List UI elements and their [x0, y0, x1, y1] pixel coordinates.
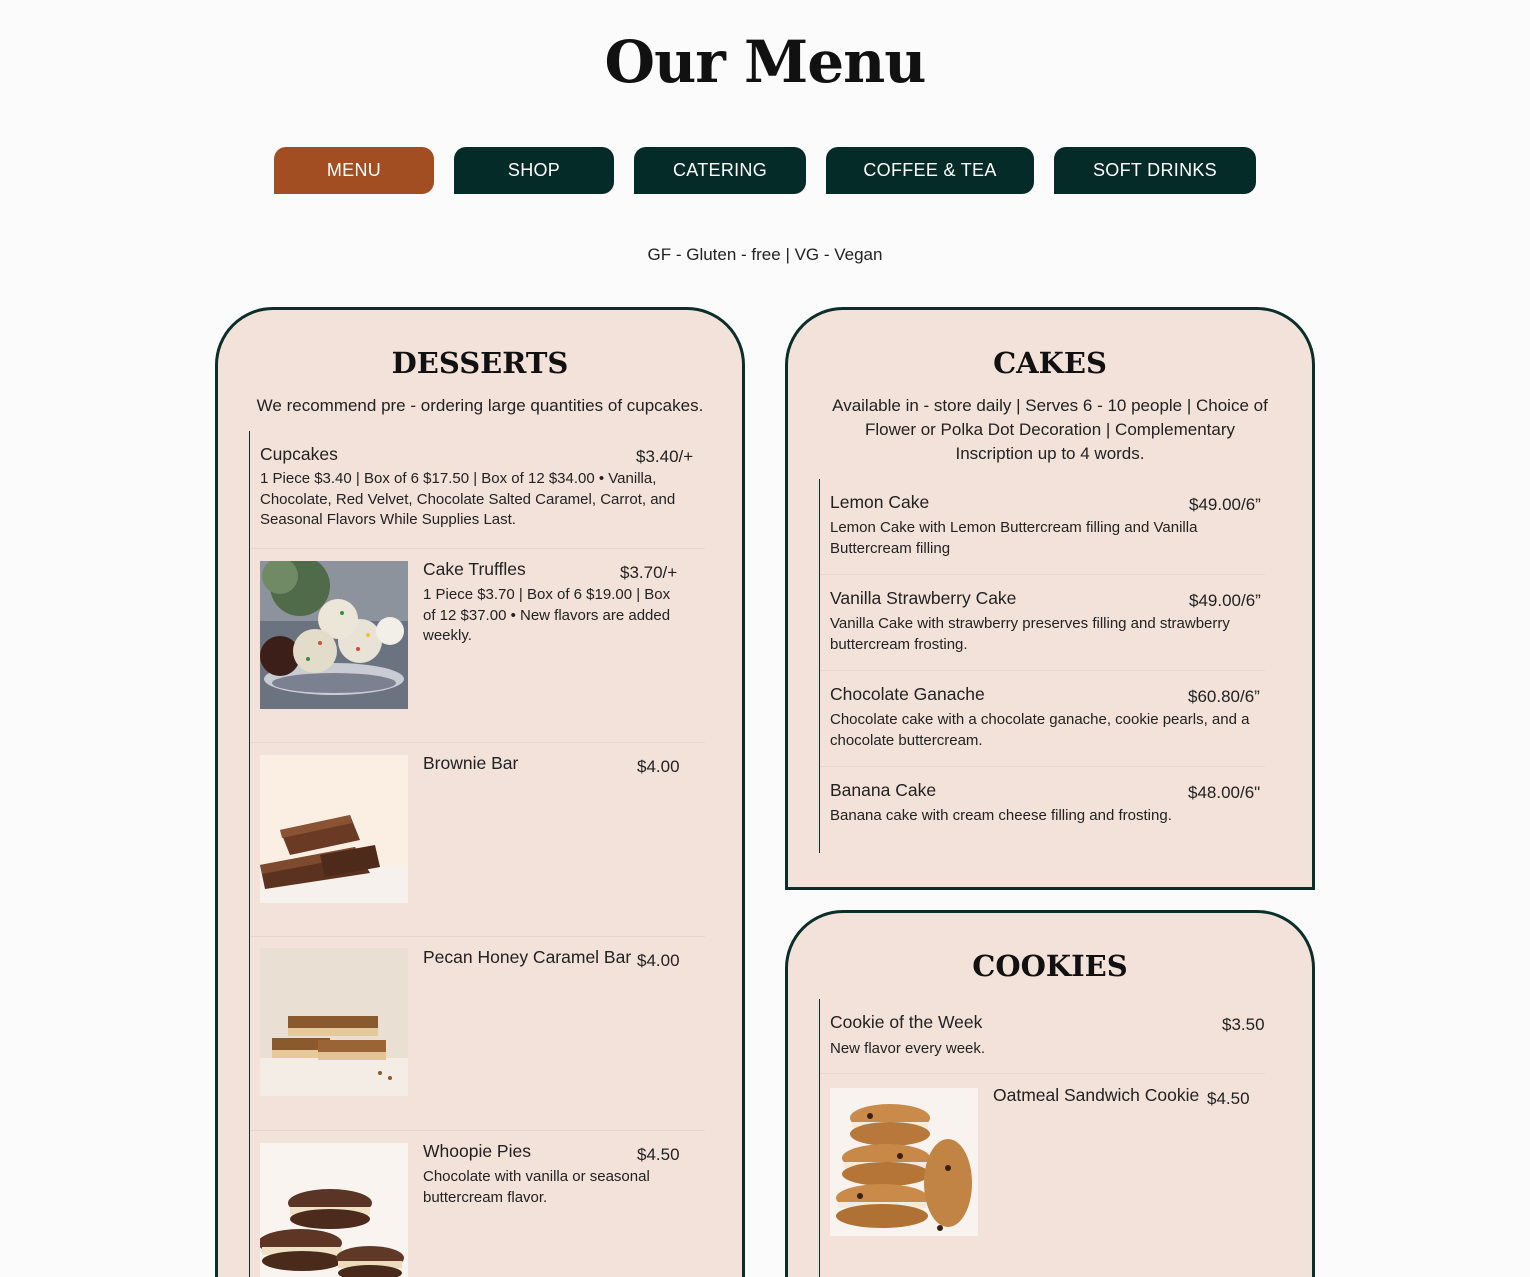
item-name: Chocolate Ganache: [830, 684, 985, 704]
list-item[interactable]: [820, 767, 1265, 853]
item-price: $4.00: [637, 951, 680, 970]
list-item[interactable]: [250, 549, 705, 743]
list-item[interactable]: [250, 431, 705, 549]
cookies-card: [785, 910, 1315, 1277]
list-item[interactable]: [250, 937, 705, 1131]
item-name: Cookie of the Week: [830, 1012, 983, 1032]
item-price: $4.50: [1207, 1089, 1250, 1108]
item-name: Brownie Bar: [423, 753, 519, 773]
item-description: New flavor every week.: [830, 1040, 986, 1057]
whoopie-pies-image: [260, 1143, 408, 1277]
item-price: $3.70/+: [620, 563, 678, 582]
desserts-card: [215, 307, 745, 1277]
item-name: Pecan Honey Caramel Bar: [423, 947, 632, 967]
item-price: $49.00/6”: [1189, 591, 1261, 610]
item-price: $60.80/6”: [1188, 687, 1260, 706]
nav-shop-button[interactable]: SHOP: [454, 147, 614, 194]
nav-menu-button[interactable]: MENU: [274, 147, 434, 194]
item-description: Banana cake with cream cheese filling and frosting.: [830, 807, 1172, 824]
cakes-list: [819, 479, 1274, 853]
list-item[interactable]: [820, 999, 1265, 1074]
item-price: $4.00: [637, 757, 680, 776]
pecan-bar-image: [260, 948, 408, 1096]
cookies-list: [819, 999, 1274, 1277]
cakes-description: Available in - store daily | Serves 6 - 10 people | Choice of Flower or Polka Dot Decoration | Complementary Inscription up to 4 words.: [832, 396, 1268, 463]
list-item[interactable]: [250, 1131, 705, 1277]
item-price: $48.00/6": [1188, 783, 1261, 802]
oatmeal-cookie-image: [830, 1088, 978, 1236]
nav-coffee-tea-button[interactable]: COFFEE & TEA: [826, 147, 1034, 194]
item-price: $49.00/6”: [1189, 495, 1261, 514]
nav-soft-drinks-button[interactable]: SOFT DRINKS: [1054, 147, 1256, 194]
item-name: Banana Cake: [830, 780, 937, 800]
item-description: Vanilla Cake with strawberry preserves filling and strawberry buttercream frosting.: [830, 615, 1230, 653]
cakes-title: CAKES: [993, 346, 1107, 380]
item-description: Chocolate with vanilla or seasonal buttercream flavor.: [423, 1168, 650, 1206]
item-description: 1 Piece $3.40 | Box of 6 $17.50 | Box of 12 $34.00 • Vanilla, Chocolate, Red Velvet, Chocolate Salted Caramel, Carrot, and Seasonal Flavors While Supplies Last.: [260, 470, 676, 528]
list-item[interactable]: [250, 743, 705, 937]
list-item[interactable]: [820, 671, 1265, 767]
list-item[interactable]: [820, 575, 1265, 671]
desserts-description: We recommend pre - ordering large quantities of cupcakes.: [256, 396, 704, 415]
desserts-title: DESSERTS: [391, 346, 569, 380]
item-name: Cupcakes: [260, 444, 338, 464]
nav-catering-button[interactable]: CATERING: [634, 147, 806, 194]
page-title: Our Menu: [604, 28, 926, 96]
item-name: Oatmeal Sandwich Cookie: [993, 1085, 1200, 1105]
item-price: $4.50: [637, 1145, 680, 1164]
cookies-title: COOKIES: [972, 949, 1128, 983]
brownie-bar-image: [260, 755, 408, 903]
menu-nav: [0, 147, 1530, 194]
item-description: Chocolate cake with a chocolate ganache, cookie pearls, and a chocolate buttercream.: [830, 711, 1250, 749]
list-item[interactable]: [820, 479, 1265, 575]
desserts-list: [249, 431, 704, 1277]
cake-truffles-image: [260, 561, 408, 709]
item-name: Vanilla Strawberry Cake: [830, 588, 1017, 608]
item-price: $3.50: [1222, 1015, 1265, 1034]
item-price: $3.40/+: [636, 447, 694, 466]
item-name: Cake Truffles: [423, 559, 526, 579]
dietary-legend: GF - Gluten - free | VG - Vegan: [647, 245, 883, 264]
item-description: Lemon Cake with Lemon Buttercream filling and Vanilla Buttercream filling: [830, 519, 1198, 557]
item-name: Whoopie Pies: [423, 1141, 531, 1161]
list-item[interactable]: [820, 1074, 1265, 1268]
cakes-card: [785, 307, 1315, 890]
item-name: Lemon Cake: [830, 492, 930, 512]
item-description: 1 Piece $3.70 | Box of 6 $19.00 | Box of 12 $37.00 • New flavors are added weekly.: [423, 586, 671, 644]
